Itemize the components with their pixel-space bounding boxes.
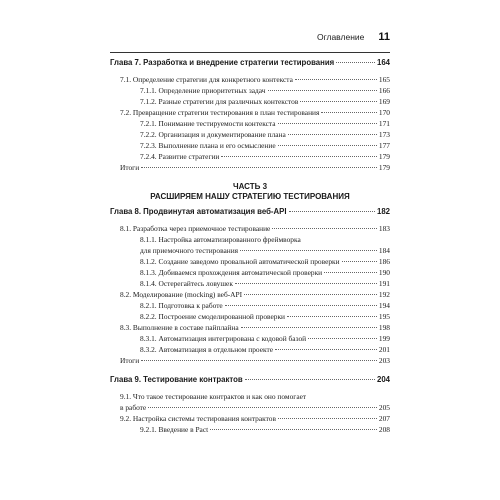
dot-leader xyxy=(289,211,375,212)
toc-entry xyxy=(110,234,390,256)
chapter-title: Глава 8. Продвинутая автоматизация веб-API xyxy=(110,207,287,216)
dot-leader xyxy=(268,90,377,91)
entry-page: 183 xyxy=(378,224,390,233)
entry-title: Итоги xyxy=(120,163,140,172)
toc-entry xyxy=(110,96,390,107)
toc-entry xyxy=(110,300,390,311)
entry-title-line1: 8.1.1. Настройка автоматизированного фреймворка xyxy=(140,235,301,244)
toc-entry-summary xyxy=(110,355,390,366)
dot-leader xyxy=(240,250,377,251)
entry-page: 192 xyxy=(378,290,390,299)
spacer xyxy=(110,366,390,374)
page-number: 11 xyxy=(378,31,390,43)
entry-title: 8.1.2. Создание заведомо провальной автоматической проверки xyxy=(140,257,340,266)
entry-title-line1: 9.1. Что такое тестирование контрактов и как оно помогает xyxy=(120,392,307,401)
entry-page: 201 xyxy=(378,345,390,354)
dot-leader xyxy=(225,305,377,306)
toc-entry-summary xyxy=(110,162,390,173)
toc-entry xyxy=(110,107,390,118)
chapter-page: 204 xyxy=(376,375,390,384)
entry-title: 7.2.1. Понимание тестируемости контекста xyxy=(140,119,276,128)
dot-leader xyxy=(210,429,377,430)
dot-leader xyxy=(278,145,377,146)
dot-leader xyxy=(300,101,377,102)
entry-page: 195 xyxy=(378,312,390,321)
entry-page: 177 xyxy=(378,141,390,150)
entry-page: 199 xyxy=(378,334,390,343)
dot-leader xyxy=(148,407,377,408)
toc-entry xyxy=(110,278,390,289)
entry-page: 208 xyxy=(378,425,390,434)
entry-title: для приемочного тестирования xyxy=(140,246,239,255)
toc-entry xyxy=(110,333,390,344)
toc-entry xyxy=(110,289,390,300)
dot-leader xyxy=(141,360,377,361)
entry-title: 8.1. Разработка через приемочное тестирование xyxy=(120,224,271,233)
part-title: РАСШИРЯЕМ НАШУ СТРАТЕГИЮ ТЕСТИРОВАНИЯ xyxy=(150,192,350,201)
toc-entry xyxy=(110,223,390,234)
entry-page: 173 xyxy=(378,130,390,139)
toc-entry xyxy=(110,311,390,322)
toc-entry xyxy=(110,85,390,96)
entry-title: 7.2.4. Развитие стратегии xyxy=(140,152,220,161)
chapter-page: 182 xyxy=(376,207,390,216)
dot-leader xyxy=(272,228,377,229)
toc-entry xyxy=(110,118,390,129)
entry-page: 166 xyxy=(378,86,390,95)
dot-leader xyxy=(288,134,377,135)
table-of-contents xyxy=(110,57,390,435)
entry-title: 7.2.2. Организация и документирование плана xyxy=(140,130,286,139)
entry-title: 7.1.2. Разные стратегии для различных контекстов xyxy=(140,97,299,106)
dot-leader xyxy=(321,112,377,113)
entry-page: 205 xyxy=(378,403,390,412)
entry-page: 191 xyxy=(378,279,390,288)
part-number: ЧАСТЬ 3 xyxy=(232,182,268,191)
toc-entry xyxy=(110,256,390,267)
toc-entry xyxy=(110,413,390,424)
entry-title: 8.3.2. Автоматизация в отдельном проекте xyxy=(140,345,273,354)
toc-entry xyxy=(110,129,390,140)
dot-leader xyxy=(244,294,377,295)
entry-page: 179 xyxy=(378,163,390,172)
entry-page: 169 xyxy=(378,97,390,106)
toc-entry xyxy=(110,391,390,413)
toc-entry xyxy=(110,344,390,355)
entry-title: 7.1. Определение стратегии для конкретного контекста xyxy=(120,75,293,84)
header-rule xyxy=(110,52,390,53)
chapter-title: Глава 7. Разработка и внедрение стратегии тестирования xyxy=(110,58,335,67)
entry-page: 194 xyxy=(378,301,390,310)
chapter-page: 164 xyxy=(376,58,390,67)
dot-leader xyxy=(336,62,375,63)
entry-title: 8.2.2. Построение смоделированной проверки xyxy=(140,312,286,321)
entry-title: 7.1.1. Определение приоритетных задач xyxy=(140,86,266,95)
entry-page: 207 xyxy=(378,414,390,423)
entry-title: 8.2. Моделирование (mocking) веб-API xyxy=(120,290,243,299)
dot-leader xyxy=(235,283,377,284)
entry-page: 203 xyxy=(378,356,390,365)
entry-page: 165 xyxy=(378,75,390,84)
toc-entry xyxy=(110,322,390,333)
entry-title: 7.2.3. Выполнение плана и его осмысление xyxy=(140,141,276,150)
toc-chapter-7 xyxy=(110,57,390,68)
entry-title: 8.1.3. Добиваемся прохождения автоматической проверки xyxy=(140,268,323,277)
dot-leader xyxy=(245,379,375,380)
part-header xyxy=(110,182,390,202)
dot-leader xyxy=(324,272,377,273)
entry-title: 9.2. Настройка системы тестирования контрактов xyxy=(120,414,276,423)
entry-title: Итоги xyxy=(120,356,140,365)
entry-title: 9.2.1. Введение в Pact xyxy=(140,425,209,434)
dot-leader xyxy=(295,79,377,80)
entry-page: 179 xyxy=(378,152,390,161)
entry-page: 186 xyxy=(378,257,390,266)
running-title: Оглавление xyxy=(316,32,365,42)
dot-leader xyxy=(275,349,377,350)
toc-entry xyxy=(110,74,390,85)
toc-entry xyxy=(110,424,390,435)
toc-entry xyxy=(110,151,390,162)
dot-leader xyxy=(221,156,377,157)
toc-entry xyxy=(110,267,390,278)
chapter-title: Глава 9. Тестирование контрактов xyxy=(110,375,243,384)
dot-leader xyxy=(278,418,377,419)
dot-leader xyxy=(308,338,377,339)
entry-title: 7.2. Превращение стратегии тестирования в план тестирования xyxy=(120,108,320,117)
entry-title: в работе xyxy=(120,403,147,412)
entry-page: 171 xyxy=(378,119,390,128)
entry-page: 184 xyxy=(378,246,390,255)
entry-title: 8.1.4. Остерегайтесь ловушек xyxy=(140,279,233,288)
dot-leader xyxy=(287,316,377,317)
dot-leader xyxy=(342,261,377,262)
entry-title: 8.3.1. Автоматизация интегрирована с кодовой базой xyxy=(140,334,307,343)
dot-leader xyxy=(241,327,377,328)
entry-title: 8.2.1. Подготовка к работе xyxy=(140,301,223,310)
entry-page: 190 xyxy=(378,268,390,277)
toc-entry xyxy=(110,140,390,151)
dot-leader xyxy=(141,167,377,168)
toc-chapter-9 xyxy=(110,374,390,385)
entry-page: 198 xyxy=(378,323,390,332)
toc-chapter-8 xyxy=(110,206,390,217)
dot-leader xyxy=(278,123,377,124)
entry-title: 8.3. Выполнение в составе пайплайна xyxy=(120,323,239,332)
running-head xyxy=(110,31,390,47)
entry-page: 170 xyxy=(378,108,390,117)
